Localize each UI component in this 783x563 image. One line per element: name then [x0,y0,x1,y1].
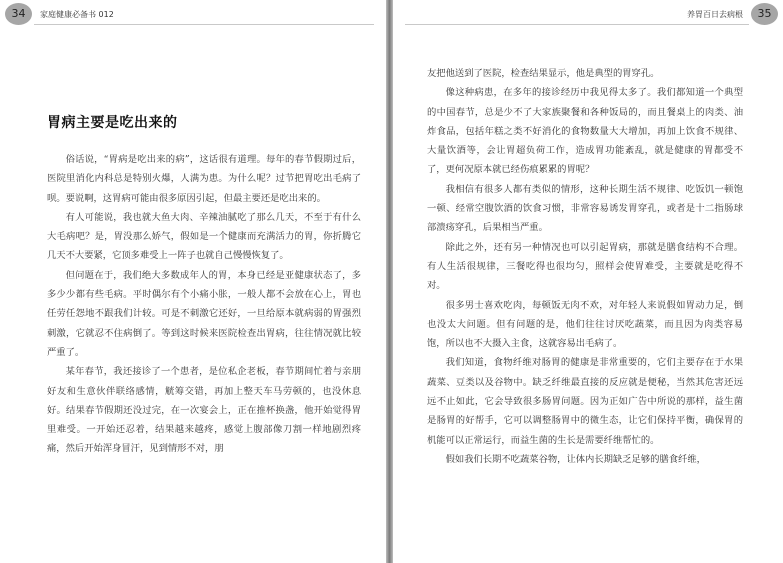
paragraph: 我相信有很多人都有类似的情形，这种长期生活不规律、吃饭饥一顿饱一顿、经常空腹饮酒的饮食习惯，非常容易诱发胃穿孔，或者是十二指肠球部溃疡穿孔，后果相当严重。 [427,183,743,234]
paragraph: 但问题在于，我们绝大多数成年人的胃，本身已经是亚健康状态了，多多少少都有些毛病。平时偶尔有个小痛小胀，一般人都不会放在心上，胃也任劳任怨地不跟我们计较。可是不刺激它还好，一旦给原本就病弱的胃强烈刺激，它就忍不住病倒了。等到这时候来医院检查出胃病，往往情况就比较严重了。 [47,269,361,358]
paragraph: 像这种病患，在多年的接诊经历中我见得太多了。我们都知道一个典型的中国春节，总是少不了大家族聚餐和各种饭局的，而且餐桌上的肉类、油炸食品，包括年糕之类不好消化的食物数量大大增加，再加上饮食不规律、大量饮酒等，会让胃超负荷工作，造成胃功能紊乱，就是健康的胃都受不了，更何况原本就已经伤痕累累的胃呢？ [427,87,743,176]
paragraph: 假如我们长期不吃蔬菜谷物，让体内长期缺乏足够的膳食纤维， [445,453,706,465]
paragraph: 某年春节，我还接诊了一个患者，是位私企老板，春节期间忙着与亲朋好友和生意伙伴联络感情，觥筹交错，再加上整天车马劳顿的，也没休息好。结果春节假期还没过完，在一次宴会上，正在推杯换盏，他开始觉得胃里难受。一开始还忍着，结果越来越疼，感觉上腹部像刀割一样地剧烈疼痛，然后开始浑身冒汗，见到情形不对，朋 [47,366,361,455]
paragraph: 有人可能说，我也就大鱼大肉、辛辣油腻吃了那么几天，不至于有什么大毛病吧？是，胃没那么娇气，假如是一个健康而充满活力的胃，你折腾它几天不大要紧，它顶多难受上一阵子也就自己慢慢恢复了。 [47,211,361,262]
left-header-rule [34,24,374,25]
left-running-head: 家庭健康必备书 012 [40,10,114,19]
section-title: 胃病主要是吃出来的 [47,115,178,131]
book-gutter [386,0,393,563]
left-page [0,0,386,563]
right-running-head: 养胃百日去病根 [687,10,743,19]
paragraph: 友把他送到了医院，检查结果显示，他是典型的胃穿孔。 [427,68,660,79]
paragraph: 很多男士喜欢吃肉，每顿饭无肉不欢，对年轻人来说假如胃动力足，倒也没太大问题。但有问题的是，他们往往讨厌吃蔬菜，而且因为肉类容易饱，所以也不大摄入主食，这就容易出毛病了。 [427,299,743,350]
left-page-number: 34 [5,3,32,25]
right-header-rule [405,24,749,25]
paragraph: 我们知道，食物纤维对肠胃的健康是非常重要的，它们主要存在于水果蔬菜、豆类以及谷物中。缺乏纤维最直接的反应就是便秘，当然其危害还远远不止如此，它会导致很多肠胃问题。因为正如广告中所说的那样，益生菌是肠胃的好帮手，它可以调整肠胃中的微生态，让它们保持平衡，确保胃的机能可以正常运行，而益生菌的生长是需要纤维帮忙的。 [427,357,743,446]
left-body-text [47,150,361,459]
right-body-text [427,64,743,469]
right-page [393,0,783,563]
right-page-number: 35 [751,3,778,25]
paragraph: 除此之外，还有另一种情况也可以引起胃病，那就是膳食结构不合理。有人生活很规律，三餐吃得也很均匀，照样会使胃难受，主要就是吃得不对。 [427,241,743,292]
paragraph: 俗话说，“胃病是吃出来的病”，这话很有道理。每年的春节假期过后，医院里消化内科总是特别火爆，人满为患。为什么呢？过节把胃吃出毛病了呗。要说啊，这胃病可能由很多原因引起，但最主要还是吃出来的。 [47,154,361,204]
